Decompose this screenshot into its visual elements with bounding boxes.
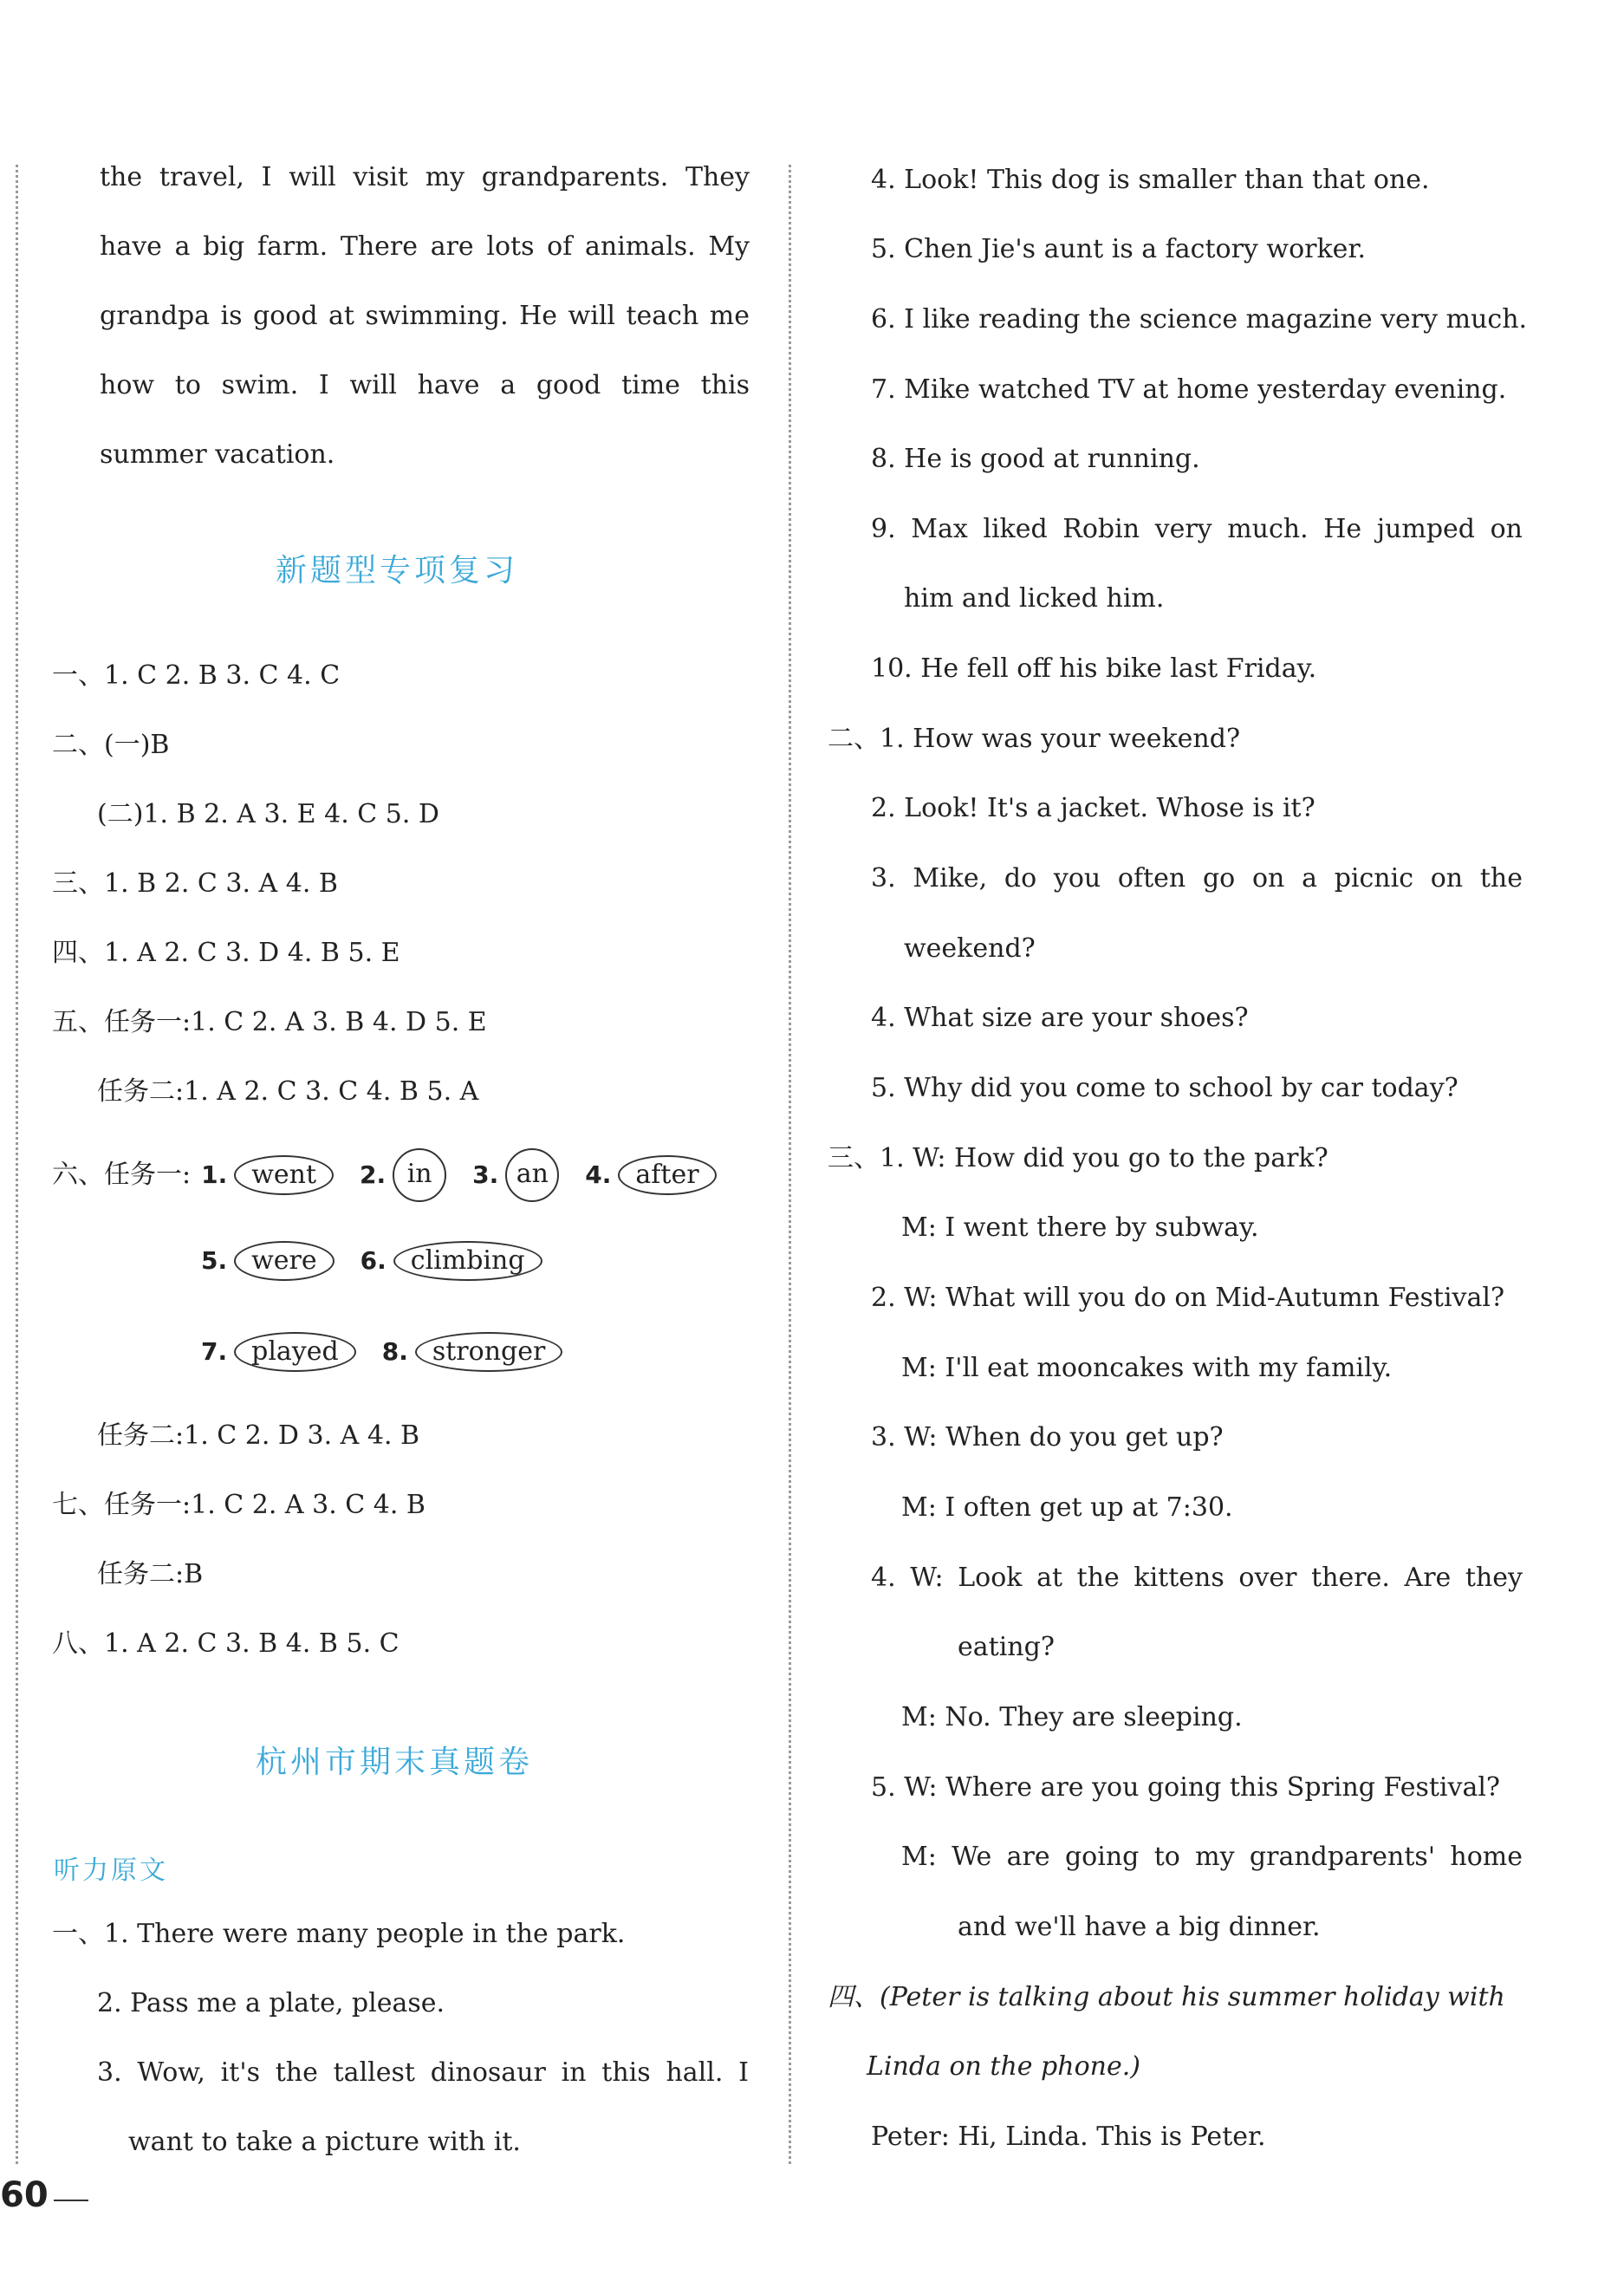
page-number: 60 <box>0 2175 49 2215</box>
left-margin-divider <box>16 165 18 2164</box>
listening-script-heading: 听力原文 <box>54 1855 168 1886</box>
answer-row: 五、任务一:1. C 2. A 3. B 4. D 5. E <box>52 1007 487 1037</box>
transcript-line: 3. Mike, do you often go on a picnic on the <box>871 863 1523 894</box>
answer-row: 任务二:1. A 2. C 3. C 4. B 5. A <box>97 1076 479 1107</box>
answer-number: 5. <box>201 1246 228 1275</box>
transcript-line: M: No. They are sleeping. <box>901 1702 1243 1732</box>
passage-line: have a big farm. There are lots of animals. My <box>100 231 750 262</box>
circled-answer <box>361 1241 542 1281</box>
answer-number: 4. <box>585 1160 612 1189</box>
answer-row: 三、1. B 2. C 3. A 4. B <box>52 868 338 899</box>
circled-answer <box>585 1155 716 1195</box>
column-divider <box>789 165 791 2164</box>
section-title-new-question-review: 新题型专项复习 <box>276 553 519 588</box>
passage-line: summer vacation. <box>100 439 335 470</box>
oval-mark: played <box>234 1332 356 1372</box>
answer-number: 7. <box>201 1337 228 1366</box>
answer-row: 二、(一)B <box>52 730 170 760</box>
passage-line: the travel, I will visit my grandparents. They <box>100 162 750 192</box>
circle-mark: an <box>505 1148 559 1202</box>
transcript-line: him and licked him. <box>904 583 1165 614</box>
transcript-line: 10. He fell off his bike last Friday. <box>871 653 1317 684</box>
oval-mark: stronger <box>415 1332 562 1372</box>
page-number-rule <box>54 2200 88 2201</box>
answer-label: 六、任务一: <box>52 1160 192 1190</box>
transcript-line: 三、1. W: How did you go to the park? <box>828 1143 1328 1173</box>
oval-mark: climbing <box>393 1241 542 1281</box>
transcript-line: 4. Look! This dog is smaller than that one. <box>871 165 1430 195</box>
circled-answers-row <box>201 1332 578 1372</box>
answer-row: 八、1. A 2. C 3. B 4. B 5. C <box>52 1628 400 1659</box>
listening-line: 2. Pass me a plate, please. <box>97 1988 445 2018</box>
transcript-line: 四、(Peter is talking about his summer holiday with <box>828 1982 1505 2012</box>
oval-mark: were <box>234 1241 335 1281</box>
transcript-line: 5. Chen Jie's aunt is a factory worker. <box>871 234 1366 264</box>
circled-answer <box>382 1332 563 1372</box>
circled-answer <box>201 1241 335 1281</box>
circled-answer <box>201 1155 334 1195</box>
transcript-line: M: I often get up at 7:30. <box>901 1492 1233 1523</box>
circled-answer <box>201 1332 356 1372</box>
answer-number: 8. <box>381 1337 408 1366</box>
transcript-line: 8. He is good at running. <box>871 444 1200 474</box>
transcript-line: 2. Look! It's a jacket. Whose is it? <box>871 793 1315 823</box>
transcript-line: 5. Why did you come to school by car today? <box>871 1073 1458 1103</box>
transcript-line: Linda on the phone.) <box>867 2051 1140 2082</box>
oval-mark: after <box>618 1155 716 1195</box>
answer-row: 任务二:B <box>97 1559 204 1589</box>
answer-row: 四、1. A 2. C 3. D 4. B 5. E <box>52 938 400 968</box>
section-title-hangzhou-final-exam: 杭州市期末真题卷 <box>256 1745 534 1780</box>
transcript-line: M: I'll eat mooncakes with my family. <box>901 1353 1393 1383</box>
transcript-line: 7. Mike watched TV at home yesterday evening. <box>871 374 1507 405</box>
answer-row: 任务二:1. C 2. D 3. A 4. B <box>97 1420 420 1451</box>
passage-line: how to swim. I will have a good time this <box>100 370 750 400</box>
transcript-line: Peter: Hi, Linda. This is Peter. <box>871 2122 1266 2152</box>
transcript-line: 2. W: What will you do on Mid-Autumn Festival? <box>871 1283 1505 1313</box>
transcript-line: 二、1. How was your weekend? <box>828 724 1241 754</box>
transcript-line: 4. W: Look at the kittens over there. Are they <box>871 1563 1523 1593</box>
transcript-line: eating? <box>958 1632 1055 1662</box>
answer-number: 3. <box>472 1160 499 1189</box>
passage-line: grandpa is good at swimming. He will teach me <box>100 301 750 331</box>
listening-line: 一、1. There were many people in the park. <box>52 1919 626 1949</box>
listening-line: want to take a picture with it. <box>128 2127 521 2157</box>
answer-row: 七、任务一:1. C 2. A 3. C 4. B <box>52 1490 425 1520</box>
transcript-line: M: I went there by subway. <box>901 1212 1259 1243</box>
answer-number: 1. <box>201 1160 228 1189</box>
circled-answer <box>472 1148 559 1202</box>
transcript-line: 3. W: When do you get up? <box>871 1422 1224 1452</box>
transcript-line: 6. I like reading the science magazine very much. <box>871 304 1528 335</box>
transcript-line: 5. W: Where are you going this Spring Festival? <box>871 1772 1501 1803</box>
oval-mark: went <box>234 1155 334 1195</box>
transcript-line: 9. Max liked Robin very much. He jumped on <box>871 514 1523 544</box>
circled-answer <box>360 1148 446 1202</box>
answer-number: 6. <box>360 1246 387 1275</box>
answer-row: (二)1. B 2. A 3. E 4. C 5. D <box>97 799 439 829</box>
transcript-line: 4. What size are your shoes? <box>871 1003 1249 1033</box>
circled-answers-row <box>201 1241 558 1281</box>
transcript-line: M: We are going to my grandparents' home <box>901 1842 1523 1872</box>
transcript-line: weekend? <box>904 933 1036 964</box>
circled-answers-row <box>52 1148 732 1202</box>
listening-line: 3. Wow, it's the tallest dinosaur in this hall. I <box>97 2057 749 2088</box>
answer-row: 一、1. C 2. B 3. C 4. C <box>52 660 341 691</box>
answer-number: 2. <box>360 1160 387 1189</box>
transcript-line: and we'll have a big dinner. <box>958 1912 1321 1942</box>
circle-mark: in <box>393 1148 446 1202</box>
